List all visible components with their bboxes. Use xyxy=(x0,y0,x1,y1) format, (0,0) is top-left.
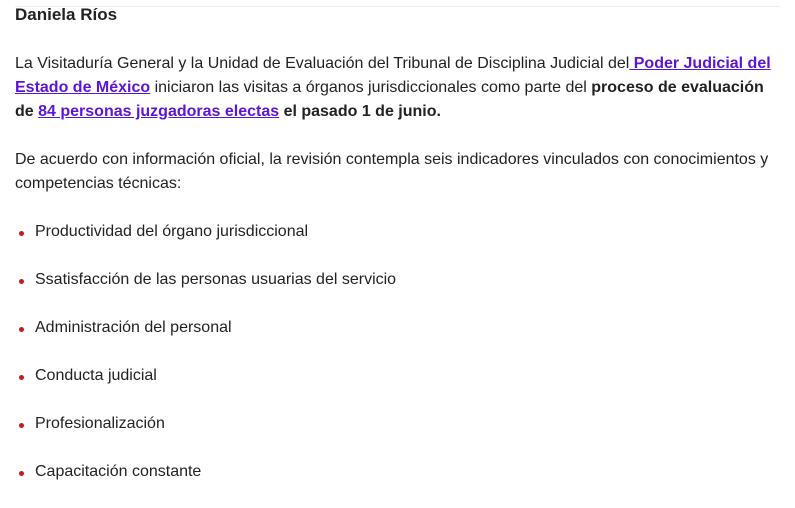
link-poder-judicial[interactable]: Poder Judicial del Estado de México xyxy=(15,55,771,96)
indicators-list xyxy=(15,220,396,508)
list-item-label: Capacitación constante xyxy=(35,463,202,480)
link-personas-juzgadoras[interactable]: 84 personas juzgadoras electas xyxy=(38,103,280,120)
intro-bold-b: el pasado 1 de junio. xyxy=(279,103,441,120)
list-item-label: Productividad del órgano jurisdiccional xyxy=(35,223,309,240)
bullet-icon xyxy=(19,423,24,428)
bullet-icon xyxy=(19,279,24,284)
list-item-label: Ssatisfacción de las personas usuarias del servicio xyxy=(35,271,397,288)
list-item xyxy=(15,268,396,316)
intro-paragraph xyxy=(15,52,780,124)
list-item xyxy=(15,316,396,364)
intro-text-a: La Visitaduría General y la Unidad de Evaluación del Tribunal de Disciplina Judicial del xyxy=(15,55,630,72)
list-item-label: Conducta judicial xyxy=(35,367,157,384)
intro-bold-a: proceso de evaluación de xyxy=(15,79,764,120)
bullet-icon xyxy=(19,231,24,236)
indicators-intro-paragraph: De acuerdo con información oficial, la revisión contempla seis indicadores vinculados con conocimientos y competencias técnicas: xyxy=(15,151,769,192)
top-divider xyxy=(15,6,780,7)
list-item-label: Profesionalización xyxy=(35,415,165,432)
bullet-icon xyxy=(19,327,24,332)
list-item xyxy=(15,460,396,508)
bullet-icon xyxy=(19,375,24,380)
list-item xyxy=(15,412,396,460)
list-item xyxy=(15,220,396,268)
list-item-label: Administración del personal xyxy=(35,319,232,336)
author-name: Daniela Ríos xyxy=(15,5,118,24)
intro-text-b: iniciaron las visitas a órganos jurisdiccionales como parte del xyxy=(150,79,592,96)
bullet-icon xyxy=(19,471,24,476)
list-item xyxy=(15,364,396,412)
